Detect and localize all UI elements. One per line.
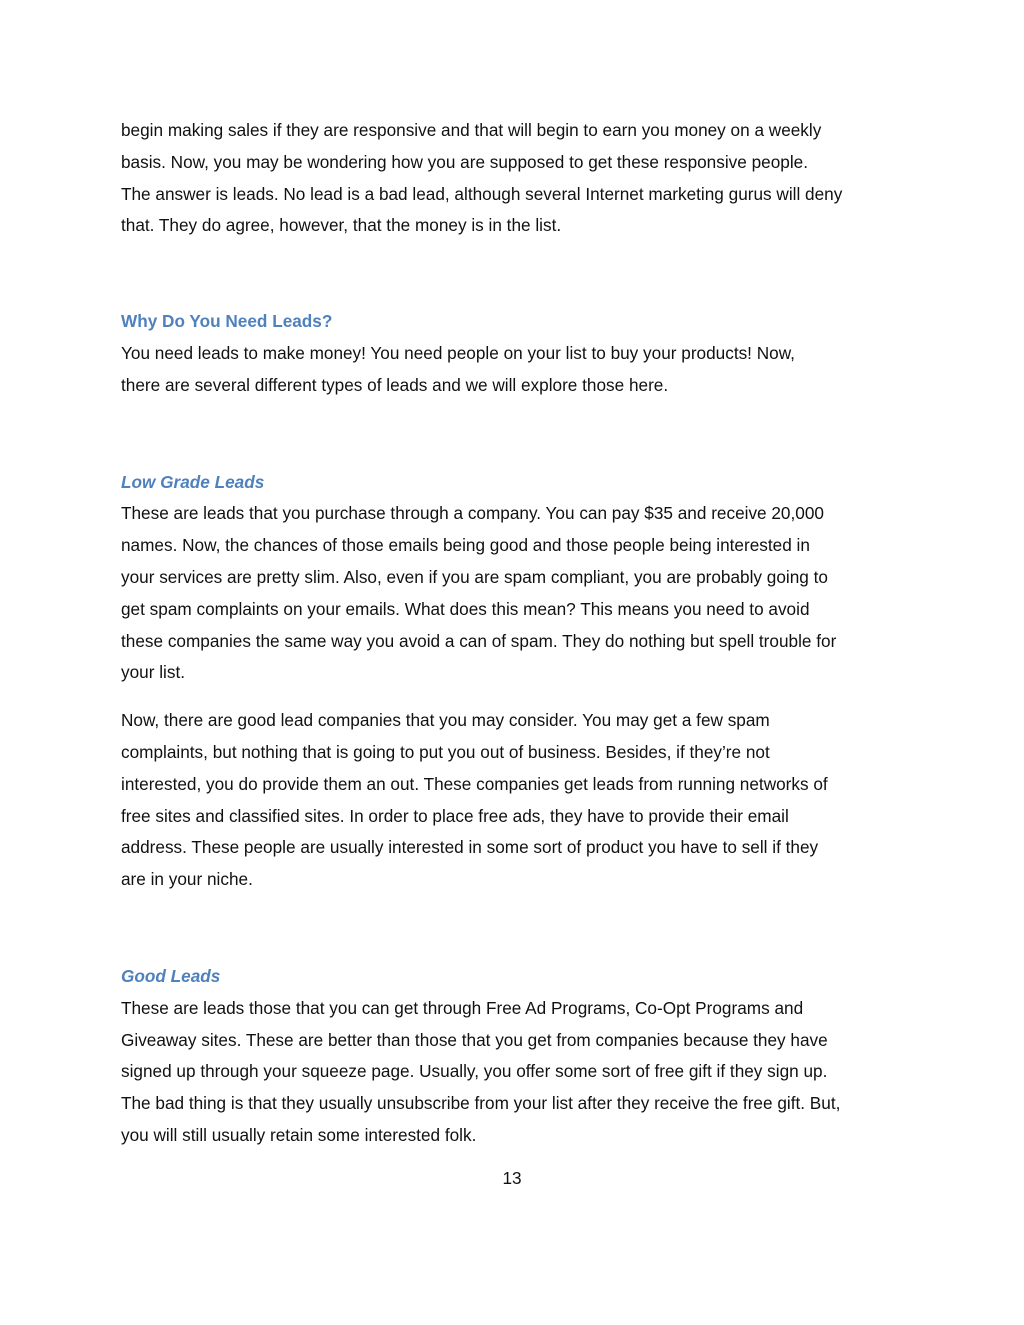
text-line: These are leads those that you can get through Free Ad Programs, Co-Opt Programs and: [121, 997, 804, 1018]
text-line: your services are pretty slim. Also, even if you are spam compliant, you are probably going to: [121, 566, 828, 587]
text-line: Giveaway sites. These are better than those that you get from companies because they have: [121, 1029, 828, 1050]
text-line: free sites and classified sites. In order to place free ads, they have to provide their email: [121, 805, 789, 826]
text-line: your list.: [121, 662, 185, 683]
text-line: interested, you do provide them an out. These companies get leads from running networks of: [121, 773, 828, 794]
section-heading-low-grade-leads: Low Grade Leads: [121, 471, 265, 492]
low-grade-paragraph-2: [121, 705, 911, 896]
document-page: [121, 115, 911, 1152]
text-line: basis. Now, you may be wondering how you are supposed to get these responsive people.: [121, 151, 808, 172]
section-heading-why-leads: Why Do You Need Leads?: [121, 311, 333, 332]
why-leads-paragraph: [121, 338, 911, 402]
text-line: The bad thing is that they usually unsubscribe from your list after they receive the free gift. But,: [121, 1093, 841, 1114]
text-line: are in your niche.: [121, 869, 253, 890]
text-line: names. Now, the chances of those emails being good and those people being interested in: [121, 535, 810, 556]
text-line: that. They do agree, however, that the money is in the list.: [121, 215, 562, 236]
low-grade-paragraph-1: [121, 498, 911, 689]
text-line: address. These people are usually interested in some sort of product you have to sell if they: [121, 837, 819, 858]
text-line: get spam complaints on your emails. What does this mean? This means you need to avoid: [121, 598, 810, 619]
text-line: You need leads to make money! You need people on your list to buy your products! Now,: [121, 342, 795, 363]
text-line: The answer is leads. No lead is a bad lead, although several Internet marketing gurus will deny: [121, 183, 843, 204]
good-leads-paragraph: [121, 993, 911, 1152]
text-line: Now, there are good lead companies that you may consider. You may get a few spam: [121, 710, 770, 731]
page-number: 13: [502, 1168, 522, 1188]
text-line: these companies the same way you avoid a can of spam. They do nothing but spell trouble for: [121, 630, 837, 651]
text-line: These are leads that you purchase through a company. You can pay $35 and receive 20,000: [121, 503, 824, 524]
text-line: complaints, but nothing that is going to put you out of business. Besides, if they’re not: [121, 741, 770, 762]
intro-paragraph: [121, 115, 911, 242]
text-line: begin making sales if they are responsive and that will begin to earn you money on a weekly: [121, 120, 822, 140]
text-line: there are several different types of leads and we will explore those here.: [121, 374, 669, 395]
text-line: signed up through your squeeze page. Usually, you offer some sort of free gift if they sign up.: [121, 1061, 828, 1082]
text-line: you will still usually retain some interested folk.: [121, 1124, 477, 1145]
section-heading-good-leads: Good Leads: [121, 965, 221, 986]
